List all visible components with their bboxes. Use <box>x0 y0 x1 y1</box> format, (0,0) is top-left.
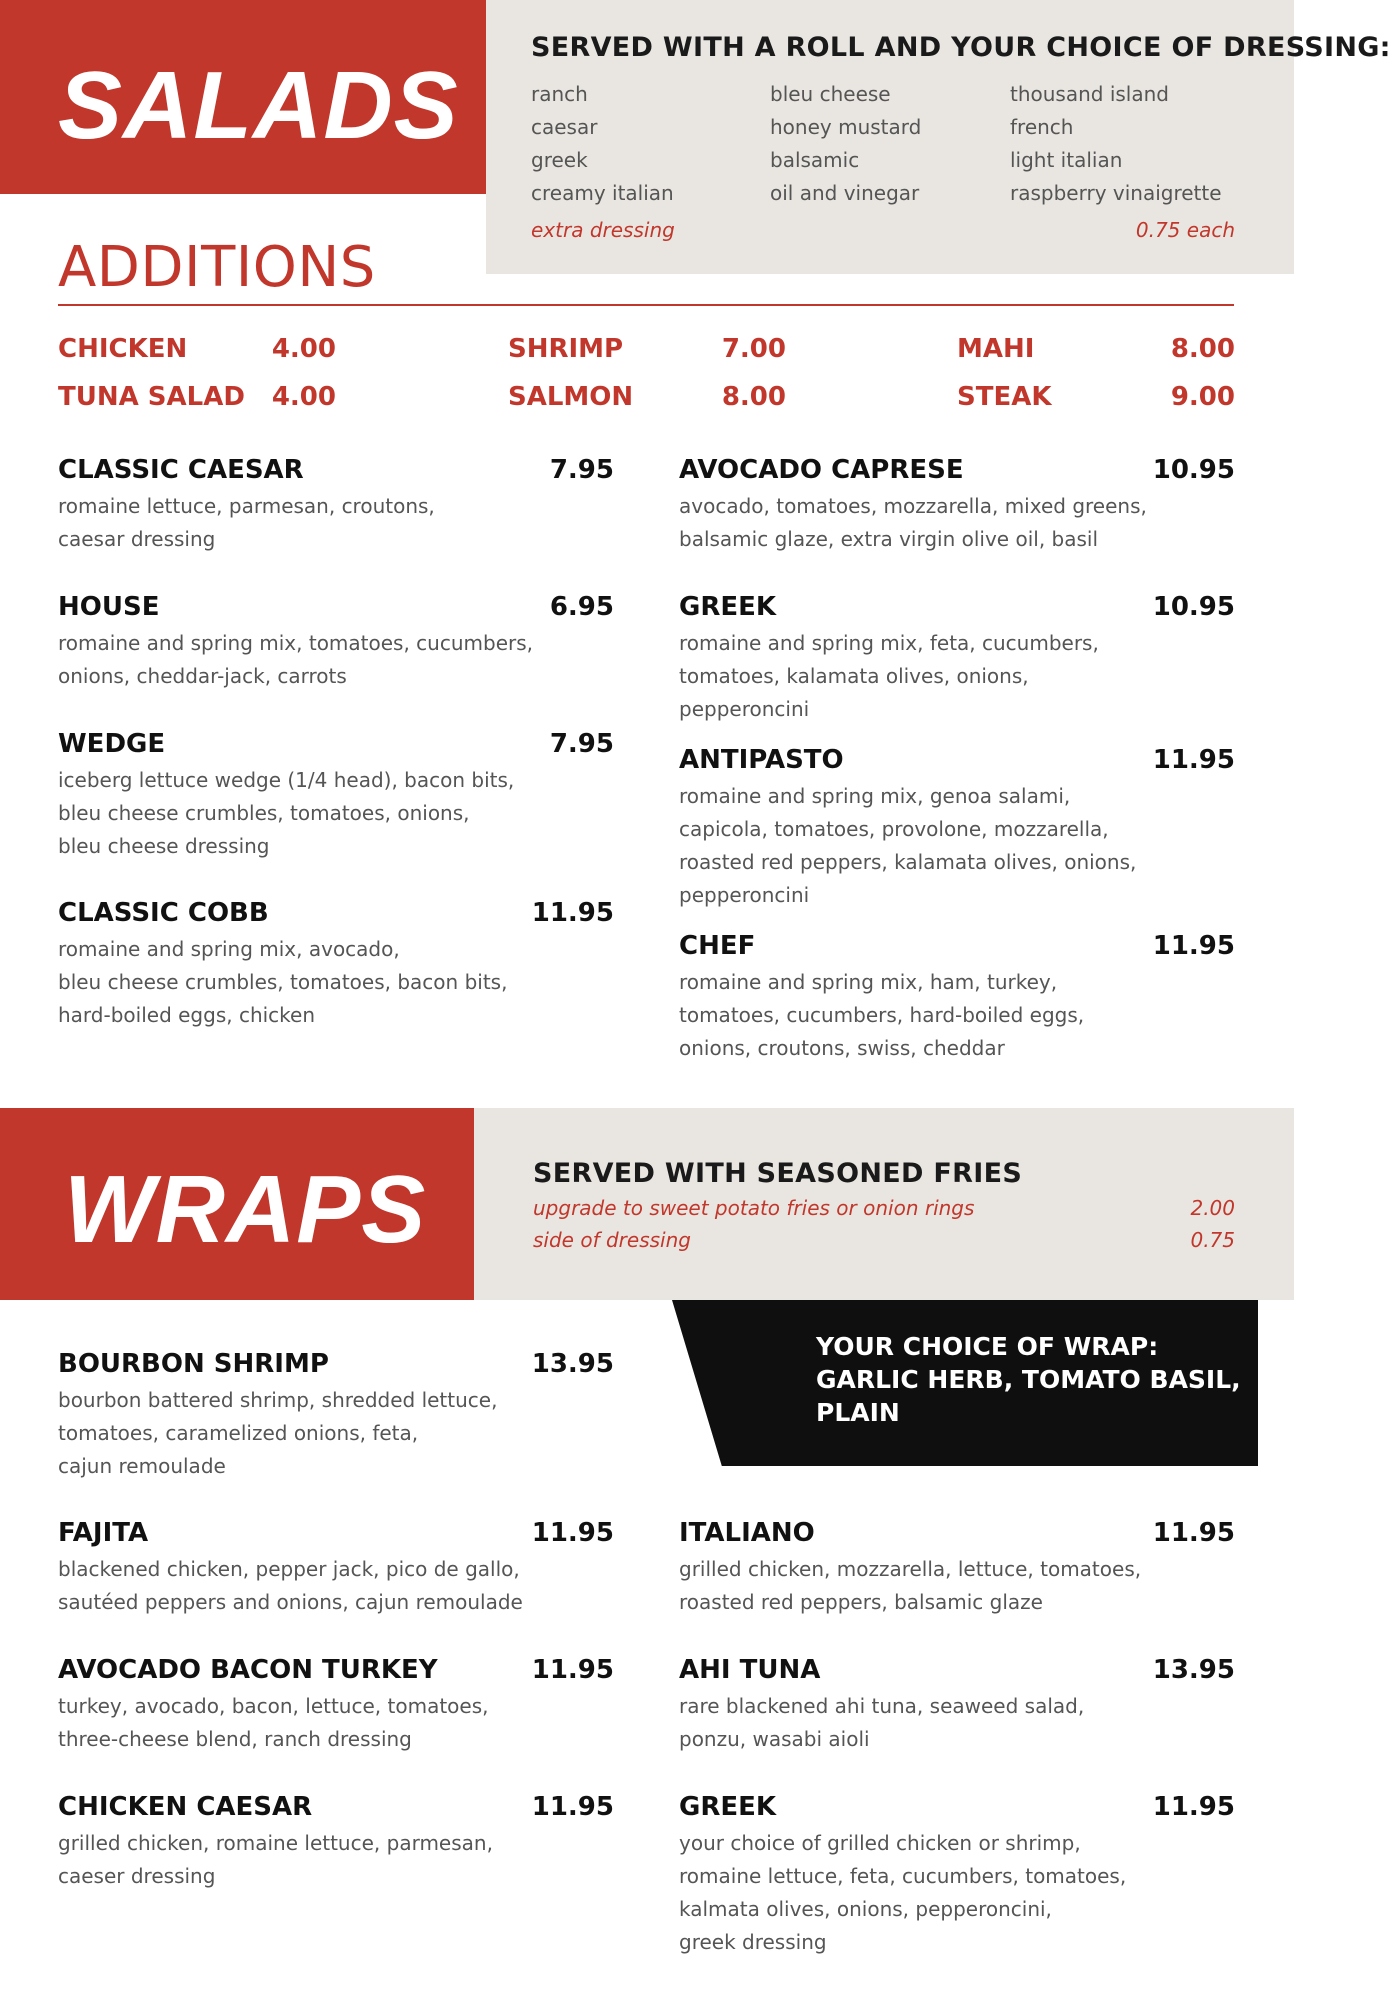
item-name: ITALIANO <box>679 1518 815 1548</box>
item-name: WEDGE <box>58 729 166 759</box>
description-line: bleu cheese dressing <box>58 834 270 859</box>
menu-item <box>679 745 1235 912</box>
description-line: blackened chicken, pepper jack, pico de gallo, <box>58 1557 520 1582</box>
dressing-column-1 <box>531 78 674 210</box>
item-description <box>679 1553 1235 1619</box>
upgrade-price: 2.00 <box>1190 1196 1235 1220</box>
item-description <box>58 627 614 693</box>
item-price: 7.95 <box>549 455 614 485</box>
description-line: greek dressing <box>679 1930 827 1955</box>
item-price: 13.95 <box>1152 1655 1235 1685</box>
dressing-item: french <box>1010 115 1074 139</box>
description-line: sautéed peppers and onions, cajun remoulade <box>58 1590 523 1615</box>
menu-item <box>58 455 614 556</box>
description-line: capicola, tomatoes, provolone, mozzarella, <box>679 817 1109 842</box>
wrap-choice-line: GARLIC HERB, TOMATO BASIL, <box>816 1365 1241 1394</box>
dressing-item: oil and vinegar <box>770 181 920 205</box>
item-price: 11.95 <box>531 898 614 928</box>
dressing-item: creamy italian <box>531 181 674 205</box>
description-line: onions, croutons, swiss, cheddar <box>679 1036 1005 1061</box>
dressing-column-2 <box>770 78 921 210</box>
addition-name: STEAK <box>957 382 1052 412</box>
item-price: 13.95 <box>531 1349 614 1379</box>
item-price: 11.95 <box>1152 1792 1235 1822</box>
addition-price: 9.00 <box>1170 382 1235 412</box>
menu-item <box>58 1518 614 1619</box>
salads-title: SALADS <box>58 52 459 159</box>
item-name: HOUSE <box>58 592 160 622</box>
extra-dressing-label: extra dressing <box>531 218 675 242</box>
addition-price: 4.00 <box>271 334 336 364</box>
wraps-served-header: SERVED WITH SEASONED FRIES <box>533 1158 1023 1189</box>
item-price: 11.95 <box>1152 745 1235 775</box>
dressing-header: SERVED WITH A ROLL AND YOUR CHOICE OF DRESSING: <box>531 32 1391 63</box>
description-line: romaine lettuce, feta, cucumbers, tomatoes, <box>679 1864 1127 1889</box>
item-description <box>58 1384 614 1483</box>
menu-item <box>679 455 1235 556</box>
description-line: romaine and spring mix, genoa salami, <box>679 784 1071 809</box>
additions-divider <box>58 304 1234 306</box>
description-line: grilled chicken, romaine lettuce, parmesan, <box>58 1831 493 1856</box>
item-description <box>679 1690 1235 1756</box>
menu-item <box>679 592 1235 726</box>
description-line: pepperoncini <box>679 883 810 908</box>
item-price: 10.95 <box>1152 455 1235 485</box>
menu-item <box>58 592 614 693</box>
description-line: bourbon battered shrimp, shredded lettuce, <box>58 1388 498 1413</box>
addition-name: CHICKEN <box>58 334 188 364</box>
upgrade-label: upgrade to sweet potato fries or onion rings <box>533 1196 975 1220</box>
description-line: caeser dressing <box>58 1864 216 1889</box>
description-line: three-cheese blend, ranch dressing <box>58 1727 412 1752</box>
item-price: 11.95 <box>1152 1518 1235 1548</box>
addition-name: TUNA SALAD <box>58 382 245 412</box>
item-name: GREEK <box>679 1792 777 1822</box>
wrap-choice-text <box>816 1330 1241 1429</box>
item-name: BOURBON SHRIMP <box>58 1349 329 1379</box>
description-line: grilled chicken, mozzarella, lettuce, tomatoes, <box>679 1557 1142 1582</box>
dressing-item: light italian <box>1010 148 1123 172</box>
description-line: tomatoes, cucumbers, hard-boiled eggs, <box>679 1003 1085 1028</box>
dressing-item: greek <box>531 148 588 172</box>
description-line: rare blackened ahi tuna, seaweed salad, <box>679 1694 1085 1719</box>
description-line: romaine and spring mix, tomatoes, cucumbers, <box>58 631 534 656</box>
wrap-choice-line: PLAIN <box>816 1398 900 1427</box>
description-line: onions, cheddar-jack, carrots <box>58 664 347 689</box>
wrap-choice-line: YOUR CHOICE OF WRAP: <box>816 1332 1159 1361</box>
dressing-item: honey mustard <box>770 115 922 139</box>
item-price: 11.95 <box>531 1792 614 1822</box>
description-line: romaine lettuce, parmesan, croutons, <box>58 494 435 519</box>
description-line: roasted red peppers, kalamata olives, onions, <box>679 850 1137 875</box>
item-description <box>679 966 1235 1065</box>
menu-item <box>58 1349 614 1483</box>
item-price: 11.95 <box>531 1655 614 1685</box>
item-description <box>58 490 614 556</box>
description-line: cajun remoulade <box>58 1454 226 1479</box>
dressing-column-3 <box>1010 78 1222 210</box>
addition-name: SALMON <box>508 382 634 412</box>
item-name: ANTIPASTO <box>679 745 844 775</box>
description-line: pepperoncini <box>679 697 810 722</box>
menu-item <box>58 898 614 1032</box>
item-name: AVOCADO CAPRESE <box>679 455 964 485</box>
item-description <box>58 1827 614 1893</box>
addition-price: 4.00 <box>271 382 336 412</box>
menu-item <box>58 1792 614 1893</box>
menu-item <box>679 1655 1235 1756</box>
addition-name: SHRIMP <box>508 334 624 364</box>
addition-price: 8.00 <box>721 382 786 412</box>
item-name: CHICKEN CAESAR <box>58 1792 313 1822</box>
item-name: FAJITA <box>58 1518 149 1548</box>
item-price: 11.95 <box>1152 931 1235 961</box>
item-description <box>58 764 614 863</box>
dressing-item: bleu cheese <box>770 82 891 106</box>
menu-item <box>58 729 614 863</box>
description-line: hard-boiled eggs, chicken <box>58 1003 316 1028</box>
dressing-item: raspberry vinaigrette <box>1010 181 1222 205</box>
item-price: 6.95 <box>549 592 614 622</box>
description-line: avocado, tomatoes, mozzarella, mixed greens, <box>679 494 1147 519</box>
menu-item <box>58 1655 614 1756</box>
side-dressing-price: 0.75 <box>1190 1228 1235 1252</box>
item-name: AHI TUNA <box>679 1655 821 1685</box>
item-name: CLASSIC CAESAR <box>58 455 304 485</box>
description-line: bleu cheese crumbles, tomatoes, onions, <box>58 801 470 826</box>
extra-dressing-price: 0.75 each <box>1135 218 1235 242</box>
additions-title: ADDITIONS <box>58 235 376 300</box>
item-description <box>58 933 614 1032</box>
description-line: romaine and spring mix, feta, cucumbers, <box>679 631 1099 656</box>
description-line: tomatoes, kalamata olives, onions, <box>679 664 1029 689</box>
dressing-item: balsamic <box>770 148 860 172</box>
description-line: roasted red peppers, balsamic glaze <box>679 1590 1043 1615</box>
description-line: tomatoes, caramelized onions, feta, <box>58 1421 419 1446</box>
description-line: ponzu, wasabi aioli <box>679 1727 870 1752</box>
description-line: bleu cheese crumbles, tomatoes, bacon bits, <box>58 970 508 995</box>
dressing-item: ranch <box>531 82 588 106</box>
item-name: AVOCADO BACON TURKEY <box>58 1655 438 1685</box>
item-price: 10.95 <box>1152 592 1235 622</box>
addition-price: 8.00 <box>1170 334 1235 364</box>
item-description <box>679 490 1235 556</box>
dressing-item: caesar <box>531 115 598 139</box>
item-description <box>679 780 1235 912</box>
item-name: GREEK <box>679 592 777 622</box>
description-line: balsamic glaze, extra virgin olive oil, basil <box>679 527 1099 552</box>
description-line: turkey, avocado, bacon, lettuce, tomatoes, <box>58 1694 489 1719</box>
item-description <box>679 1827 1235 1959</box>
description-line: romaine and spring mix, ham, turkey, <box>679 970 1058 995</box>
wraps-title: WRAPS <box>64 1156 427 1263</box>
menu-item <box>679 1518 1235 1619</box>
menu-item <box>679 931 1235 1065</box>
item-price: 7.95 <box>549 729 614 759</box>
item-name: CLASSIC COBB <box>58 898 269 928</box>
item-description <box>679 627 1235 726</box>
description-line: iceberg lettuce wedge (1/4 head), bacon bits, <box>58 768 515 793</box>
description-line: your choice of grilled chicken or shrimp, <box>679 1831 1081 1856</box>
addition-price: 7.00 <box>721 334 786 364</box>
menu-item <box>679 1792 1235 1959</box>
side-dressing-label: side of dressing <box>533 1228 691 1252</box>
item-name: CHEF <box>679 931 756 961</box>
item-description <box>58 1690 614 1756</box>
addition-name: MAHI <box>957 334 1035 364</box>
item-description <box>58 1553 614 1619</box>
description-line: caesar dressing <box>58 527 216 552</box>
item-price: 11.95 <box>531 1518 614 1548</box>
description-line: kalmata olives, onions, pepperoncini, <box>679 1897 1052 1922</box>
description-line: romaine and spring mix, avocado, <box>58 937 400 962</box>
dressing-item: thousand island <box>1010 82 1169 106</box>
